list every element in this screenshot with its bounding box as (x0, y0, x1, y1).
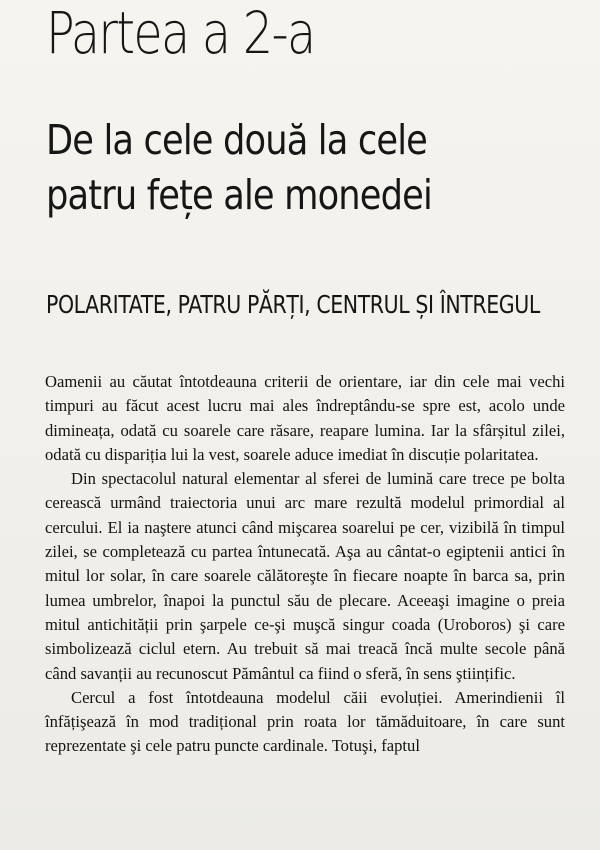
chapter-title-line-2: patru fețe ale monedei (46, 171, 432, 219)
chapter-title (46, 113, 528, 223)
paragraph-3: Cercul a fost întotdeauna modelul căii evoluției. Amerindienii îl înfățişează în mod tradițional prin roata lor tămăduitoare, în care sunt reprezentate şi cele patru puncte cardinale. Totuşi, faptul (45, 687, 565, 756)
section-heading: POLARITATE, PATRU PĂRȚI, CENTRUL ȘI ÎNTREGUL (46, 290, 540, 319)
paragraph-1: Oamenii au căutat întotdeauna criterii de orientare, iar din cele mai vechi timpuri au făcut acest lucru mai ales îndreptându-se spre est, acolo unde dimineața, odată cu soarele care răsare, reapare lumina. Iar la sfârșitul zilei, odată cu dispariția lui la vest, soarele aduce imediat în discuție polaritatea. (45, 372, 565, 464)
part-label: Partea a 2-a (46, 0, 315, 67)
body-text (45, 370, 565, 759)
chapter-title-line-1: De la cele două la cele (46, 116, 427, 164)
paragraph-2: Din spectacolul natural elementar al sferei de lumină care trece pe bolta cerească urmând traiectoria unui arc mare rezultă modelul primordial al cercului. El ia naştere atunci când mişcarea soarelui pe cer, vizibilă în timpul zilei, se completează cu partea întunecată. Aşa au cântat-o egiptenii antici în mitul lor solar, în care soarele călătoreşte în fiecare noapte în barca sa, prin lumea umbrelor, înapoi la punctul său de plecare. Aceeaşi imagine o preia mitul antichității prin şarpele ce-şi muşcă singur coada (Uroboros) şi care simbolizează ciclul etern. Au trebuit să mai treacă încă multe secole până când savanții au recunoscut Pământul ca fiind o sferă, în sens ştiințific. (45, 469, 565, 683)
